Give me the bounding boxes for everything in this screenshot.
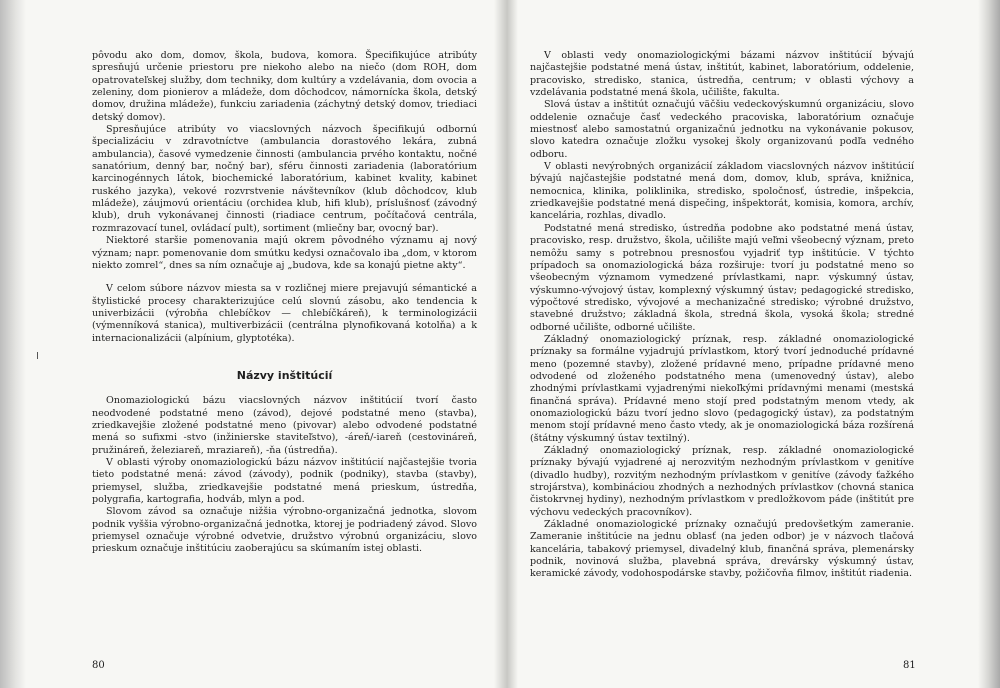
page-number-right: 81 (903, 660, 916, 671)
section-heading: Názvy inštitúcií (236, 368, 333, 382)
right-paragraph-6: Základný onomaziologický príznak, resp. základné onomaziologické príznaky bývajú vyjadrené aj nerozvitým nezhodným prívlastkom v genitíve (divadlo hudby), rozvitým nezhodným prívlastkom v genitíve (závody ťažkého strojárstva), kombináciou zhodných a nezhodných prívlastkov (chovná stanica čistokrvnej hydiny), nezhodným prívlastkom v predložkovom páde (inštitút pre výchovu vedeckých pracovníkov). (530, 445, 914, 518)
right-paragraph-7: Základné onomaziologické príznaky označujú predovšetkým zameranie. Zameranie inštitúcie na jednu oblasť (na jeden odbor) je v názvoch tlačová kancelária, tabakový priemysel, divadelný klub, finančná správa, plemenársky podnik, novinová služba, plavebná správa, drevársky výskumný ústav, keramické závody, vodohospodárske stavby, požičovňa filmov, inštitút riadenia. (530, 519, 914, 580)
right-paragraph-5: Základný onomaziologický príznak, resp. základné onomaziologické príznaky sa formálne vyjadrujú prívlastkom, ktorý tvorí jednoduché prídavné meno (pozemné stavby), zložené prídavné meno, prípadne prídavné meno odvodené od zloženého podstatného mena (umenovedný ústav), alebo zhodnými prívlastkami vyjadrenými niekoľkými prídavnými menami (mestská finančná správa). Prídavné meno stojí pred podstatným menom vtedy, ak onomaziologickú bázu tvorí jedno slovo (pedagogický ústav), za podstatným menom stojí prídavné meno často vtedy, ak je onomaziologická báza rozšírená (štátny výskumný ústav textilný). (530, 333, 914, 444)
left-paragraph-5: Onomaziologickú bázu viacslovných názvov inštitúcií tvorí často neodvodené podstatné meno (závod), dejové podstatné meno (stavba), zriedkavejšie zložené podstatné meno (pivovar) alebo odvodené podstatné mená so sufixmi -stvo (inžinierske staviteľstvo), -áreň/-iareň (cestovináreň, pružináreň, železiareň, mraziareň), -ňa (ústredňa). (92, 395, 477, 456)
book-gutter (494, 0, 518, 688)
margin-mark (37, 352, 38, 359)
right-paragraph-4: Podstatné mená stredisko, ústredňa podobne ako podstatné mená ústav, pracovisko, resp. družstvo, škola, učilište majú veľmi všeobecný význam, preto nemôžu samy s potrebnou presnosťou vyjadriť typ inštitúcie. V týchto prípadoch sa onomaziologická báza rozširuje: tvorí ju podstatné meno so všeobecným významom vymedzené prívlastkami, napr. výskumný ústav, výskumno-vývojový ústav, komplexný výskumný ústav; pedagogické stredisko, výpočtové stredisko, vývojové a mechanizačné stredisko; výrobné družstvo, stavebné družstvo; základná škola, stredná škola, vysoká škola; stredné odborné učilište, odborné učilište. (530, 222, 914, 333)
right-paragraph-2: Slová ústav a inštitút označujú väčšiu vedeckovýskumnú organizáciu, slovo oddelenie označuje časť vedeckého pracoviska, laboratórium označuje miestnosť alebo samostatnú organizačnú jednotku na vykonávanie pokusov, slovo katedra označuje zložku vysokej školy organizovanú podľa vedného odboru. (530, 99, 914, 160)
left-paragraph-1: pôvodu ako dom, domov, škola, budova, komora. Špecifikujúce atribúty spresňujú určenie priestoru pre niekoho alebo na niečo (dom ROH, dom opatrovateľskej služby, dom techniky, dom kultúry a vzdelávania, dom ovocia a zeleniny, dom pionierov a mládeže, dom dôchodcov, námornícka škola, detský domov, družina mládeže), funkciu zariadenia (záchytný detský domov, triediaci detský domov). (92, 50, 477, 123)
page-shadow-left (0, 0, 26, 688)
page-shadow-right (978, 0, 1000, 688)
left-paragraph-7: Slovom závod sa označuje nižšia výrobno-organizačná jednotka, slovom podnik vyššia výrobno-organizačná jednotka, ktorej je podriadený závod. Slovo priemysel označuje výrobné odvetvie, družstvo výrobnú organizáciu, slovo prieskum označuje inštitúciu zaoberajúcu sa skúmaním istej oblasti. (92, 506, 477, 555)
left-paragraph-4: V celom súbore názvov miesta sa v rozličnej miere prejavujú sémantické a štylistické procesy charakterizujúce celú slovnú zásobu, ako tendencia k univerbizácii (výrobňa chlebíčkov — chlebíčkáreň), k terminologizácii (výmenníková stanica), multiverbizácii (centrálna plynofikovaná kotolňa) a k internacionalizácii (alpínium, glyptotéka). (92, 283, 477, 344)
right-paragraph-1: V oblasti vedy onomaziologickými bázami názvov inštitúcií bývajú najčastejšie podstatné mená ústav, inštitút, kabinet, laboratórium, oddelenie, pracovisko, stredisko, stanica, ústredňa, centrum; v oblasti výchovy a vzdelávania podstatné mená škola, učilište, fakulta. (530, 50, 914, 99)
right-page (530, 50, 914, 581)
left-paragraph-6: V oblasti výroby onomaziologickú bázu názvov inštitúcií najčastejšie tvoria tieto podstatné mená: závod (závody), podnik (podniky), stavba (stavby), priemysel, služba, zriedkavejšie podstatné mená prieskum, ústredňa, polygrafia, kartografia, hodváb, mlyn a pod. (92, 456, 477, 505)
right-paragraph-3: V oblasti nevýrobných organizácií základom viacslovných názvov inštitúcií bývajú najčastejšie podstatné mená dom, domov, klub, správa, knižnica, nemocnica, klinika, poliklinika, stredisko, spoločnosť, ústredie, inšpekcia, zriedkavejšie podstatné mená dispečing, inšpektorát, komisia, komora, archív, kancelária, rozhlas, divadlo. (530, 161, 914, 222)
left-paragraph-2: Spresňujúce atribúty vo viacslovných názvoch špecifikujú odbornú špecializáciu v zdravotníctve (ambulancia dorastového lekára, zubná ambulancia), časové vymedzenie činnosti (ambulancia prvého kontaktu, nočné sanatórium, denný bar, nočný bar), sféru činnosti zariadenia (laboratórium karcinogénnych látok, biochemické laboratórium, kabinet kvality, kabinet ruského jazyka), vekové rozvrstvenie návštevníkov (klub dôchodcov, klub mládeže), záujmovú orientáciu (orchidea klub, hifi klub), príslušnosť (závodný klub), druh vykonávanej činnosti (riadiace centrum, počítačová centrála, rozmrazovací tunel, ovládací pult), sortiment (mliečny bar, ovocný bar). (92, 124, 477, 234)
left-page (92, 50, 477, 556)
page-number-left: 80 (92, 660, 105, 671)
left-paragraph-3: Niektoré staršie pomenovania majú okrem pôvodného významu aj nový význam; napr. pomenovanie dom smútku kedysi označovalo iba „dom, v ktorom niekto zomrel“, dnes sa ním označuje aj „budova, kde sa konajú pietne akty“. (92, 235, 477, 271)
